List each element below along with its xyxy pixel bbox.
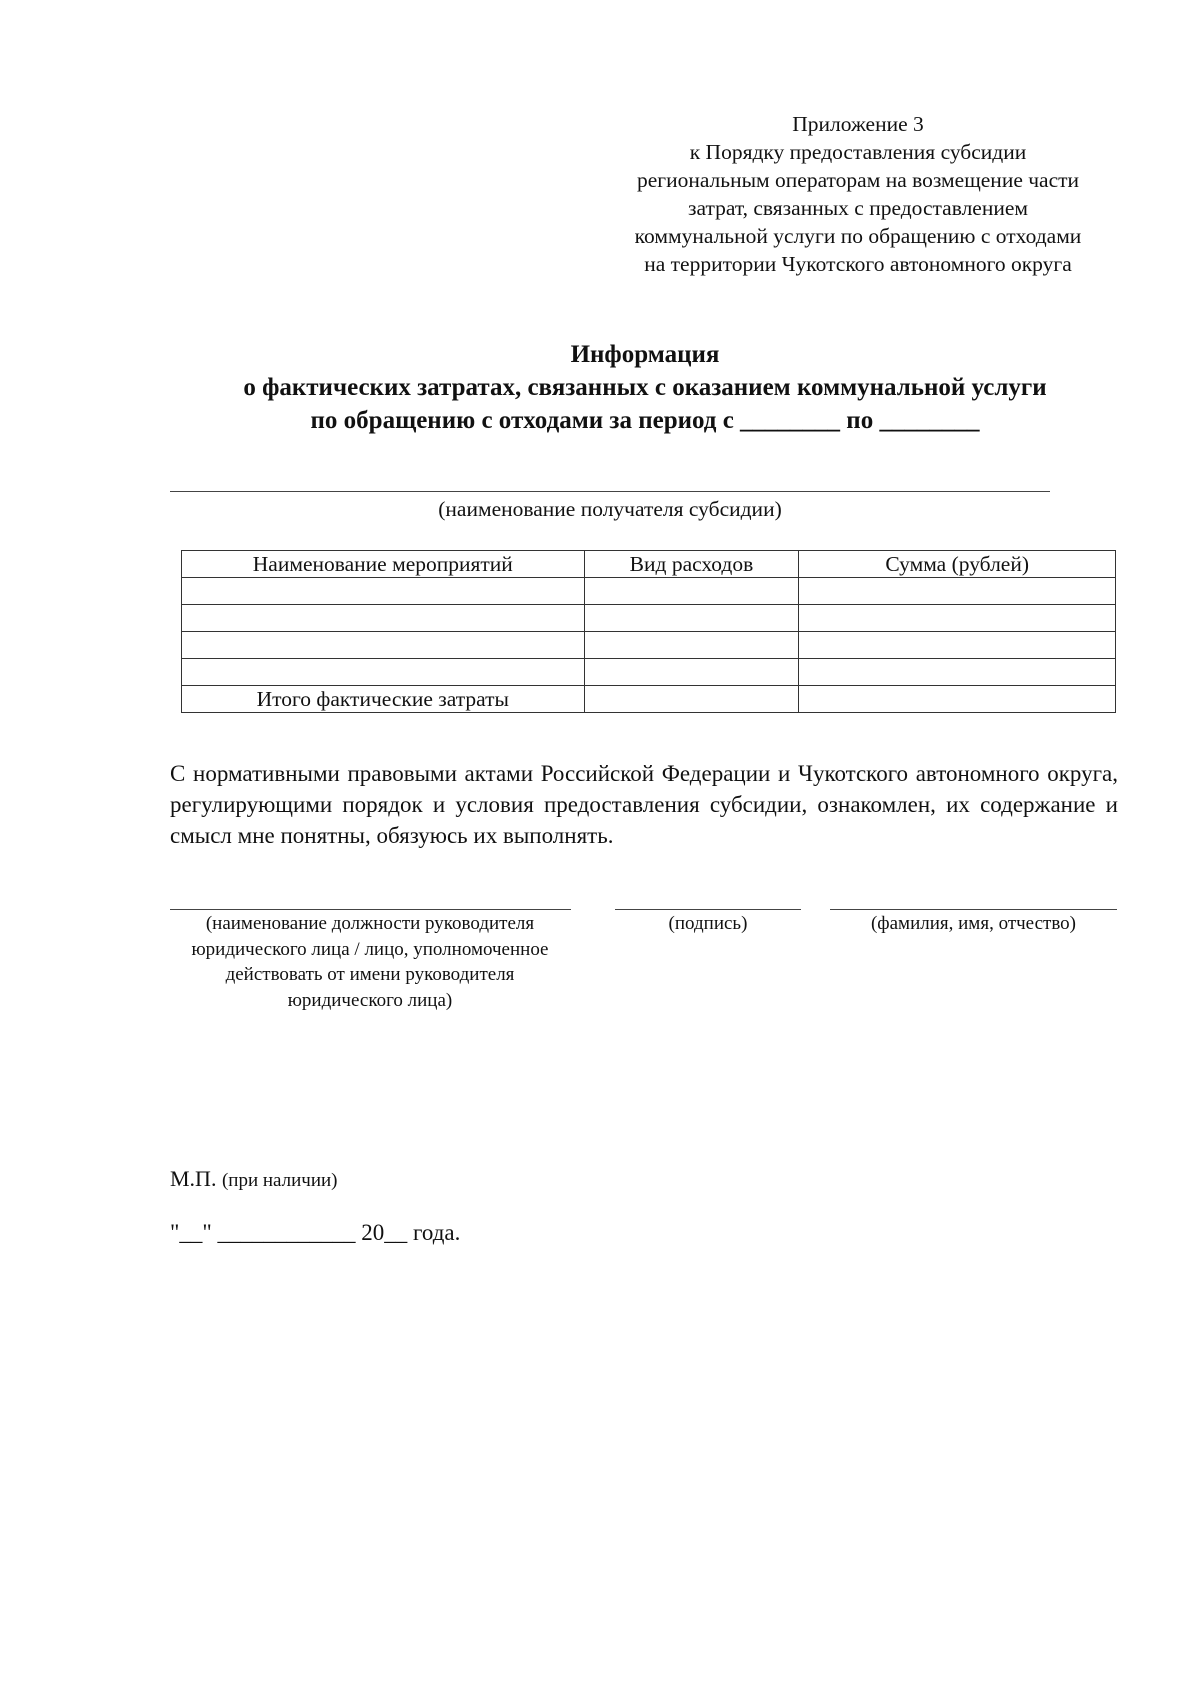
table-cell: [182, 632, 585, 659]
header-amount: Сумма (рублей): [799, 551, 1116, 578]
recipient-name-line: [170, 491, 1050, 492]
table-cell: [799, 659, 1116, 686]
seal-note: (при наличии): [221, 1170, 338, 1191]
appendix-line: Приложение 3: [792, 112, 924, 136]
table-total-row: [182, 686, 1116, 713]
table-cell: [799, 632, 1116, 659]
seal-place: [170, 1164, 338, 1196]
title-line-3: по обращению с отходами за период с ________ по ________: [310, 407, 980, 434]
header-expense-type: Вид расходов: [584, 551, 799, 578]
appendix-line: затрат, связанных с предоставлением: [687, 196, 1029, 220]
costs-table: [181, 550, 1116, 713]
signature-line: [615, 909, 801, 910]
total-label: Итого фактические затраты: [182, 686, 585, 713]
appendix-block: [598, 110, 1118, 278]
title-line-1: Информация: [570, 341, 720, 368]
table-cell: [799, 578, 1116, 605]
table-header-row: [182, 551, 1116, 578]
recipient-caption: (наименование получателя субсидии): [438, 497, 782, 521]
table-cell: [584, 632, 799, 659]
table-row: [182, 578, 1116, 605]
table-row: [182, 605, 1116, 632]
full-name-line: [830, 909, 1117, 910]
title-line-2: о фактических затратах, связанных с оказанием коммунальной услуги: [243, 374, 1047, 401]
appendix-line: региональным операторам на возмещение части: [636, 168, 1080, 192]
appendix-line: на территории Чукотского автономного округа: [644, 252, 1072, 276]
table-row: [182, 632, 1116, 659]
position-signature-line: [170, 909, 571, 910]
table-row: [182, 659, 1116, 686]
signature-caption: (подпись): [668, 913, 748, 934]
acknowledgement-statement: С нормативными правовыми актами Российской Федерации и Чукотского автономного округа, регулирующими порядок и условия предоставления субсидии, ознакомлен, их содержание и смысл мне понятны, обязуюсь их выполнять.: [170, 761, 1118, 848]
table-cell: [182, 605, 585, 632]
table-cell: [799, 605, 1116, 632]
document-title: [150, 338, 1140, 437]
table-cell: [182, 578, 585, 605]
seal-label: М.П.: [170, 1166, 217, 1191]
table-cell: [584, 578, 799, 605]
appendix-line: к Порядку предоставления субсидии: [689, 140, 1027, 164]
header-activities: Наименование мероприятий: [182, 551, 585, 578]
table-cell: [584, 659, 799, 686]
table-cell: [584, 686, 799, 713]
position-caption: (наименование должности руководителя юридического лица / лицо, уполномоченное действовать от имени руководителя юридического лица): [191, 913, 549, 1011]
date-line: "__" ____________ 20__ года.: [170, 1220, 461, 1245]
table-cell: [584, 605, 799, 632]
table-cell: [182, 659, 585, 686]
table-cell: [799, 686, 1116, 713]
appendix-line: коммунальной услуги по обращению с отходами: [634, 224, 1082, 248]
full-name-caption: (фамилия, имя, отчество): [870, 913, 1076, 934]
